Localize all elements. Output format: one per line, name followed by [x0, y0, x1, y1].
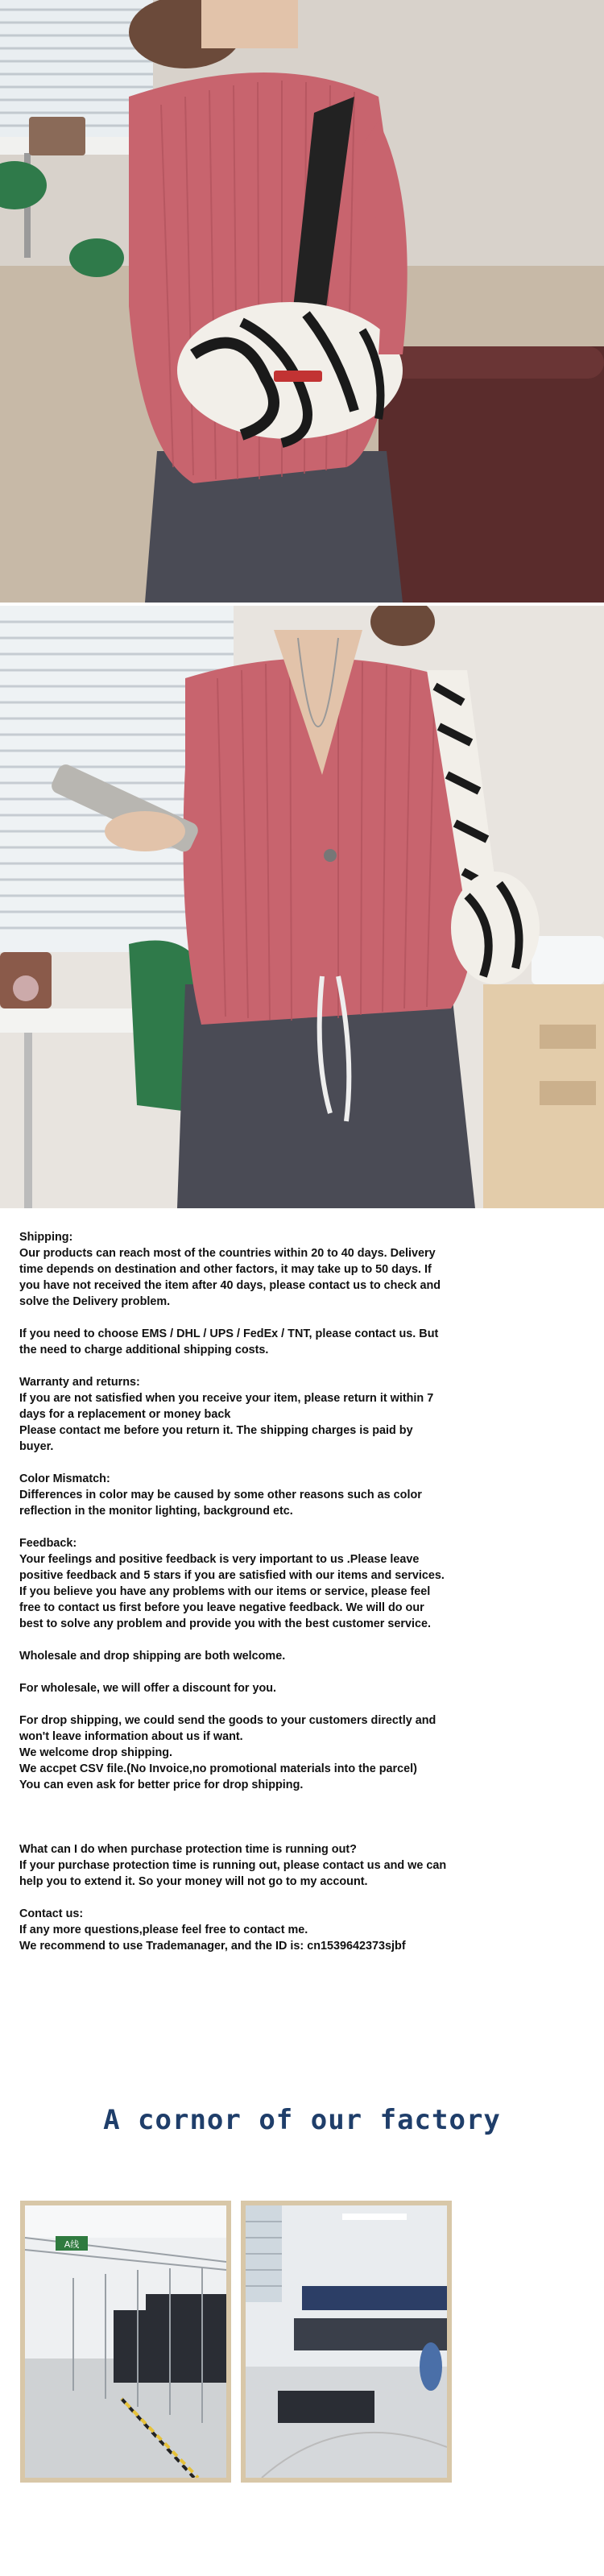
- protection-line: If your purchase protection time is running out, please contact us and we can: [19, 1859, 447, 1872]
- color-mismatch-heading: Color Mismatch:: [19, 1472, 110, 1485]
- warranty-heading: Warranty and returns:: [19, 1376, 140, 1389]
- protection-line: help you to extend it. So your money will not go to my account.: [19, 1875, 368, 1888]
- factory-title: A cornor of our factory: [103, 2104, 501, 2136]
- color-mismatch-line: Differences in color may be caused by some other reasons such as color: [19, 1489, 422, 1501]
- contact-section: [19, 1906, 464, 1954]
- shipping-line: Our products can reach most of the countries within 20 to 40 days. Delivery: [19, 1247, 436, 1260]
- warranty-line: Please contact me before you return it. The shipping charges is paid by: [19, 1424, 413, 1437]
- policy-text: [19, 1229, 464, 1954]
- drop-shipping-line: We accpet CSV file.(No Invoice,no promotional materials into the parcel): [19, 1762, 417, 1775]
- feedback-line: positive feedback and 5 stars if you are satisfied with our items and services.: [19, 1569, 445, 1582]
- factory-photo-line: [241, 2201, 452, 2483]
- feedback-section: [19, 1535, 464, 1632]
- contact-heading: Contact us:: [19, 1907, 84, 1920]
- warranty-line: buyer.: [19, 1440, 54, 1453]
- feedback-line: If you believe you have any problems with our items or service, please feel: [19, 1585, 431, 1598]
- model-photo-phone: [0, 606, 604, 1208]
- shipping-line: the need to charge additional shipping costs.: [19, 1344, 269, 1356]
- feedback-line: Your feelings and positive feedback is very important to us .Please leave: [19, 1553, 420, 1566]
- factory-sign: A线: [64, 2239, 80, 2250]
- drop-shipping-line: You can even ask for better price for drop shipping.: [19, 1779, 304, 1791]
- drop-shipping-line: won't leave information about us if want.: [19, 1730, 243, 1743]
- contact-line: If any more questions,please feel free to contact me.: [19, 1924, 308, 1936]
- drop-shipping-line: We welcome drop shipping.: [19, 1746, 173, 1759]
- color-mismatch-section: [19, 1471, 464, 1519]
- feedback-heading: Feedback:: [19, 1537, 77, 1550]
- protection-heading: What can I do when purchase protection time is running out?: [19, 1843, 357, 1856]
- contact-line: We recommend to use Trademanager, and the ID is: cn1539642373sjbf: [19, 1940, 406, 1953]
- shipping-section: [19, 1229, 464, 1358]
- shipping-line: you have not received the item after 40 days, please contact us to check and: [19, 1279, 441, 1292]
- photo-icon: [0, 606, 604, 1208]
- color-mismatch-line: reflection in the monitor lighting, background etc.: [19, 1505, 293, 1518]
- shipping-heading: Shipping:: [19, 1231, 73, 1244]
- warranty-line: days for a replacement or money back: [19, 1408, 231, 1421]
- feedback-line: best to solve any problem and provide you with the best customer service.: [19, 1617, 432, 1630]
- factory-photo-hall: [20, 2201, 231, 2483]
- shipping-line: time depends on destination and other factors, it may take up to 50 days. If: [19, 1263, 432, 1276]
- shipping-line: If you need to choose EMS / DHL / UPS / FedEx / TNT, please contact us. But: [19, 1327, 439, 1340]
- protection-section: [19, 1841, 464, 1890]
- wholesale-section: [19, 1648, 464, 1793]
- model-photo-zebra-bag: [0, 0, 604, 603]
- photo-icon: [246, 2205, 447, 2478]
- warranty-section: [19, 1374, 464, 1455]
- shipping-line: solve the Delivery problem.: [19, 1295, 171, 1308]
- wholesale-line: For wholesale, we will offer a discount for you.: [19, 1682, 277, 1695]
- photo-icon: [25, 2205, 226, 2478]
- photo-icon: [0, 0, 604, 603]
- warranty-line: If you are not satisfied when you receive your item, please return it within 7: [19, 1392, 434, 1405]
- drop-shipping-line: For drop shipping, we could send the goods to your customers directly and: [19, 1714, 436, 1727]
- feedback-line: free to contact us first before you leave negative feedback. We will do our: [19, 1601, 424, 1614]
- wholesale-line: Wholesale and drop shipping are both welcome.: [19, 1650, 286, 1663]
